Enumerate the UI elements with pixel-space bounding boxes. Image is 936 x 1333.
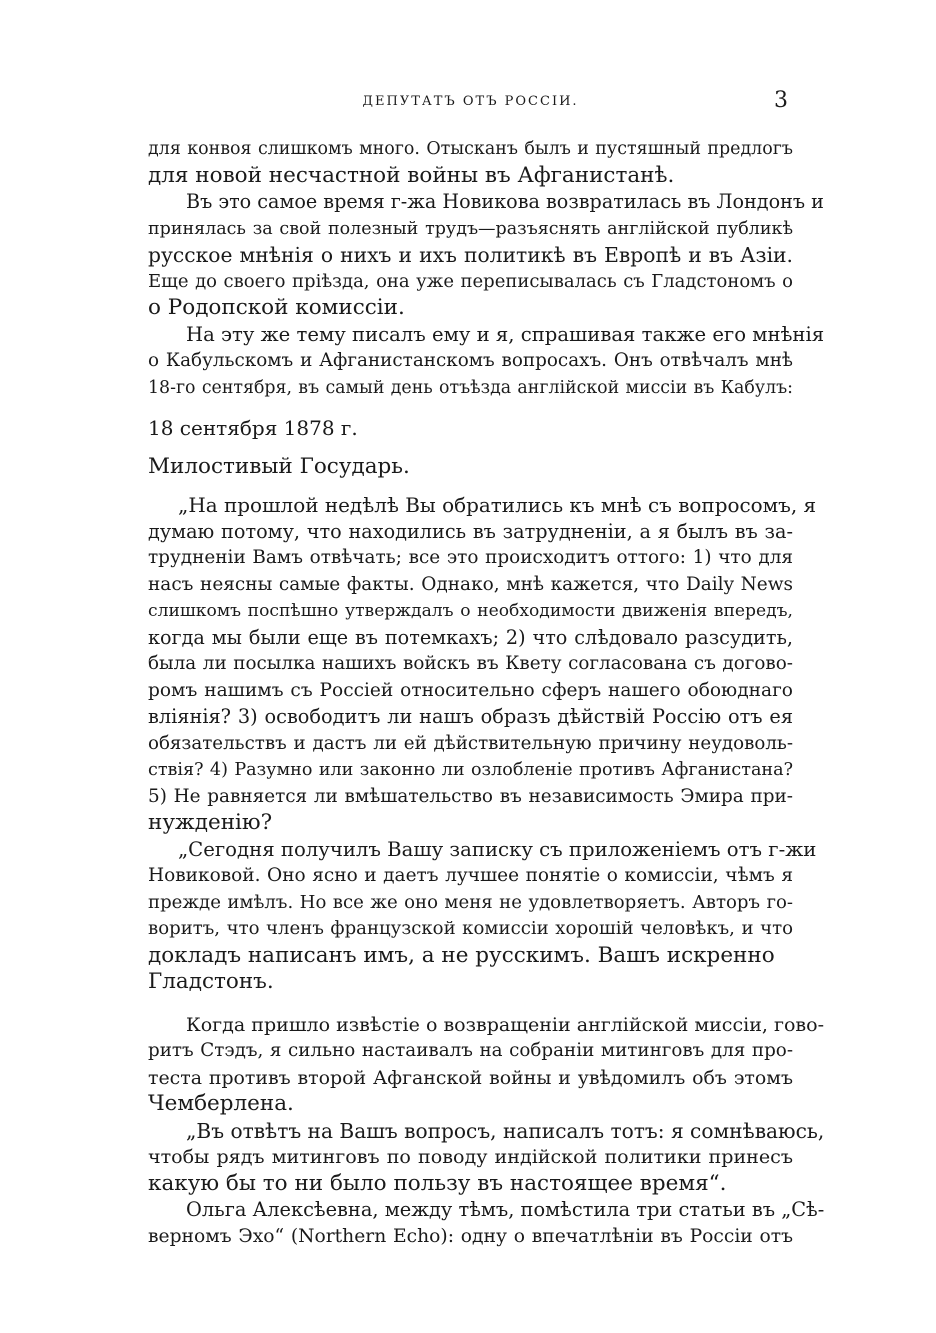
paragraph bbox=[148, 1118, 825, 1145]
text-line: 18-го сентября, въ самый день отъѣзда англійской миссіи въ Кабулъ: bbox=[148, 377, 793, 398]
text-line: для новой несчастной войны въ Афганистанѣ. bbox=[148, 162, 675, 188]
text-line: какую бы то ни было пользу въ настоящее время“. bbox=[148, 1170, 727, 1196]
text-line: русское мнѣнія о нихъ и ихъ политикѣ въ Европѣ и въ Азіи. bbox=[148, 243, 793, 267]
text-line: „На прошлой недѣлѣ Вы обратились къ мнѣ съ вопросомъ, я bbox=[178, 493, 817, 517]
page-number: 3 bbox=[774, 88, 789, 113]
text-line: прежде имѣлъ. Но все же оно меня не удовлетворяетъ. Авторъ го- bbox=[148, 891, 793, 913]
text-line: ритъ Стэдъ, я сильно настаивалъ на собраніи митинговъ для про- bbox=[148, 1040, 793, 1061]
paragraph bbox=[148, 136, 793, 189]
text-line: обязательствъ и дастъ ли ей дѣйствительную причину неудоволь- bbox=[148, 732, 793, 754]
text-line: думаю потому, что находились въ затрудненіи, а я былъ въ за- bbox=[148, 519, 793, 543]
text-line: Въ это самое время г-жа Новикова возвратилась въ Лондонъ и bbox=[186, 190, 824, 213]
text-line: Когда пришло извѣстіе о возвращеніи англійской миссіи, гово- bbox=[186, 1013, 825, 1036]
paragraph bbox=[148, 1197, 825, 1224]
letter-date: 18 сентября 1878 г. bbox=[148, 416, 358, 440]
text-line: теста противъ второй Афганской войны и увѣдомилъ объ этомъ bbox=[148, 1066, 793, 1089]
letter-paragraph-continued bbox=[148, 519, 793, 837]
paragraph-continued bbox=[148, 1224, 793, 1251]
text-line: „Сегодня получилъ Вашу записку съ приложеніемъ отъ г-жи bbox=[178, 837, 817, 861]
letter-signature: Гладстонъ. bbox=[148, 969, 274, 994]
paragraph bbox=[148, 189, 824, 216]
paragraph bbox=[148, 1012, 825, 1039]
text-line: „Въ отвѣтъ на Вашъ вопросъ, написалъ тотъ: я сомнѣваюсь, bbox=[186, 1118, 825, 1143]
text-line: о Кабульскомъ и Афганистанскомъ вопросахъ. Онъ отвѣчалъ мнѣ bbox=[148, 350, 793, 371]
text-line: трудненіи Вамъ отвѣчать; все это происходитъ оттого: 1) что для bbox=[148, 547, 793, 568]
running-title: ДЕПУТАТЪ ОТЪ РОССІИ. bbox=[362, 94, 579, 109]
text-line: для конвоя слишкомъ много. Отысканъ былъ и пустяшный предлогъ bbox=[148, 139, 793, 159]
text-line: Чемберлена. bbox=[148, 1091, 294, 1116]
paragraph bbox=[148, 322, 825, 349]
text-line: насъ неясны самые факты. Однако, мнѣ кажется, что Daily News bbox=[148, 573, 793, 595]
text-line: была ли посылка нашихъ войскъ въ Квету согласована съ догово- bbox=[148, 653, 793, 674]
letter-paragraph-continued bbox=[148, 863, 793, 969]
page-header bbox=[148, 88, 793, 118]
text-line: верномъ Эхо“ (Northern Echo): одну о впечатлѣніи въ Россіи отъ bbox=[148, 1225, 793, 1247]
text-line: слишкомъ поспѣшно утверждалъ о необходимости движенія впередъ, bbox=[148, 601, 793, 621]
text-line: Новиковой. Оно ясно и даетъ лучшее понятіе о комиссіи, чѣмъ я bbox=[148, 865, 793, 886]
text-line: вліянія? 3) освободитъ ли нашъ образъ дѣйствій Россію отъ ея bbox=[148, 705, 793, 728]
text-line: когда мы были еще въ потемкахъ; 2) что слѣдовало разсудить, bbox=[148, 625, 793, 649]
text-line: Ольга Алексѣевна, между тѣмъ, помѣстила три статьи въ „Сѣ- bbox=[186, 1198, 825, 1221]
paragraph-continued bbox=[148, 1038, 793, 1118]
paragraph-continued bbox=[148, 216, 793, 322]
body-text bbox=[148, 136, 825, 1250]
text-line: чтобы рядъ митинговъ по поводу индійской политики принесъ bbox=[148, 1145, 793, 1168]
text-line: докладъ написанъ имъ, а не русскимъ. Вашъ искренно bbox=[148, 942, 775, 968]
text-line: На эту же тему писалъ ему и я, спрашивая также его мнѣнія bbox=[186, 322, 825, 346]
text-line: о Родопской комиссіи. bbox=[148, 295, 405, 320]
text-line: нужденію? bbox=[148, 810, 273, 835]
text-line: ромъ нашимъ съ Россіей относительно сферъ нашего обоюднаго bbox=[148, 679, 793, 701]
text-line: 5) Не равняется ли вмѣшательство въ независимость Эмира при- bbox=[148, 785, 793, 807]
text-line: Еще до своего пріѣзда, она уже переписывалась съ Гладстономъ о bbox=[148, 270, 793, 292]
text-line: ствія? 4) Разумно или законно ли озлобленіе противъ Афганистана? bbox=[148, 760, 793, 780]
letter-paragraph bbox=[148, 837, 817, 864]
text-line: воритъ, что членъ французской комиссіи хорошій человѣкъ, и что bbox=[148, 918, 793, 939]
paragraph-continued bbox=[148, 348, 793, 401]
letter-paragraph bbox=[148, 492, 817, 519]
section-gap bbox=[148, 996, 793, 1012]
paragraph-continued bbox=[148, 1144, 793, 1197]
letter-salutation: Милостивый Государь. bbox=[148, 453, 410, 479]
book-page bbox=[148, 88, 825, 1250]
text-line: принялась за свой полезный трудъ—разъяснять англійской публикѣ bbox=[148, 218, 793, 239]
